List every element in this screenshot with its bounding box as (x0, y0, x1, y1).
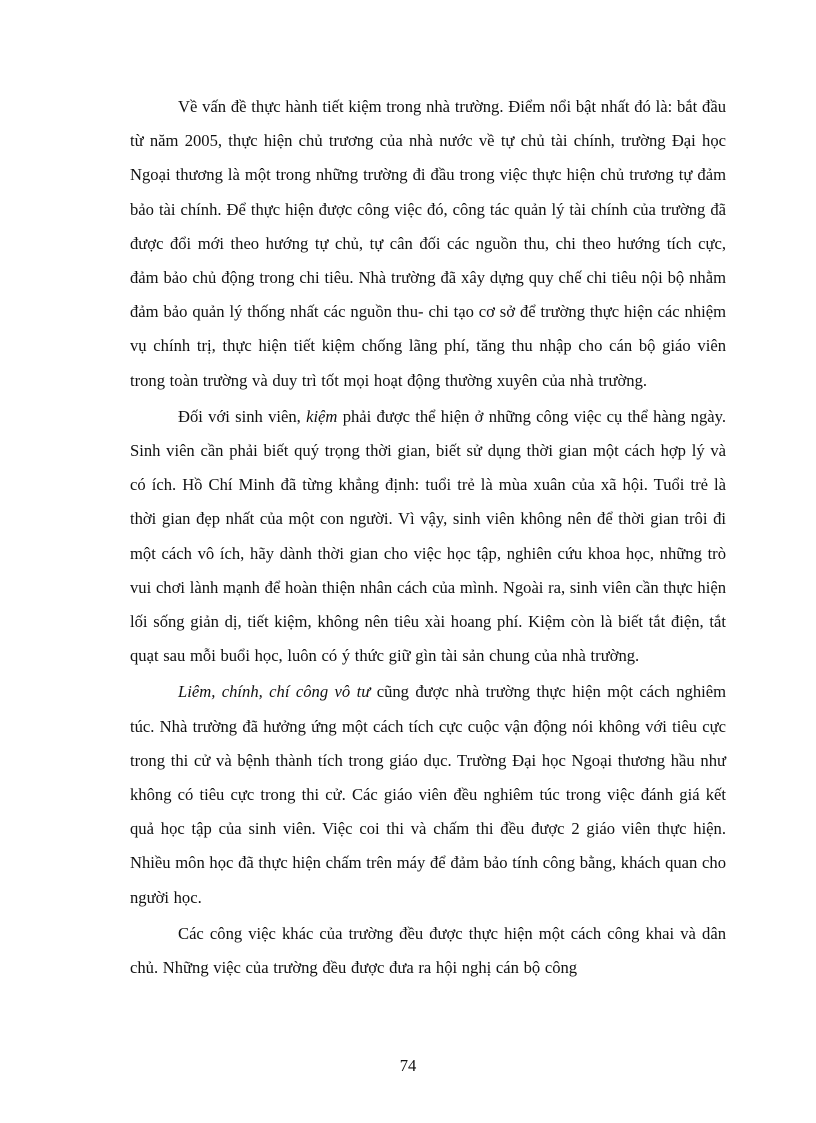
paragraph-2-italic-term: kiệm (306, 406, 338, 426)
page-number: 74 (399, 1056, 417, 1075)
paragraph-3-text-rest: cũng được nhà trường thực hiện một cách nghiêm túc. Nhà trường đã hưởng ứng một cách tích cực cuộc vận động nói không với tiêu cực trong thi cử và bệnh thành tích trong giáo dục. Trường Đại học Ngoại thương hầu như không có tiêu cực trong thi cử. Các giáo viên đều nghiêm túc trong việc đánh giá kết quả học tập của sinh viên. Việc coi thi và chấm thi đều được 2 giáo viên thực hiện. Nhiều môn học đã thực hiện chấm trên máy để đảm bảo tính công bằng, khách quan cho người học. (130, 682, 727, 907)
paragraph-4 (130, 917, 726, 985)
paragraph-3-italic-term: Liêm, chính, chí công vô tư (178, 682, 371, 702)
paragraph-4-text: Các công việc khác của trường đều được thực hiện một cách công khai và dân chủ. Những việc của trường đều được đưa ra hội nghị cán bộ công (130, 923, 726, 978)
page-body (130, 90, 726, 985)
paragraph-2-text-rest: phải được thể hiện ở những công việc cụ thể hàng ngày. Sinh viên cần phải biết quý trọng thời gian, biết sử dụng thời gian một cách hợp lý và có ích. Hồ Chí Minh đã từng khẳng định: tuổi trẻ là mùa xuân của xã hội. Tuổi trẻ là thời gian đẹp nhất của một con người. Vì vậy, sinh viên không nên để thời gian trôi đi một cách vô ích, hãy dành thời gian cho việc học tập, nghiên cứu khoa học, những trò vui chơi lành mạnh để hoàn thiện nhân cách của mình. Ngoài ra, sinh viên cần thực hiện lối sống giản dị, tiết kiệm, không nên tiêu xài hoang phí. Kiệm còn là biết tắt điện, tắt quạt sau mỗi buổi học, luôn có ý thức giữ gìn tài sản chung của nhà trường. (130, 406, 726, 666)
paragraph-3 (130, 675, 726, 914)
paragraph-1 (130, 90, 726, 398)
paragraph-2-text-start: Đối với sinh viên, (178, 406, 307, 426)
paragraph-1-text: Về vấn đề thực hành tiết kiệm trong nhà trường. Điểm nổi bật nhất đó là: bắt đầu từ năm 2005, thực hiện chủ trương của nhà nước về tự chủ tài chính, trường Đại học Ngoại thương là một trong những trường đi đầu trong việc thực hiện chủ trương tự đảm bảo tài chính. Để thực hiện được công việc đó, công tác quản lý tài chính của trường đã được đổi mới theo hướng tự chủ, tự cân đối các nguồn thu, chi theo hướng tích cực, đảm bảo chủ động trong chi tiêu. Nhà trường đã xây dựng quy chế chi tiêu nội bộ nhằm đảm bảo quản lý thống nhất các nguồn thu- chi tạo cơ sở để trường thực hiện các nhiệm vụ chính trị, thực hiện tiết kiệm chống lãng phí, tăng thu nhập cho cán bộ giáo viên trong toàn trường và duy trì tốt mọi hoạt động thường xuyên của nhà trường. (130, 97, 726, 390)
paragraph-2 (130, 400, 726, 674)
